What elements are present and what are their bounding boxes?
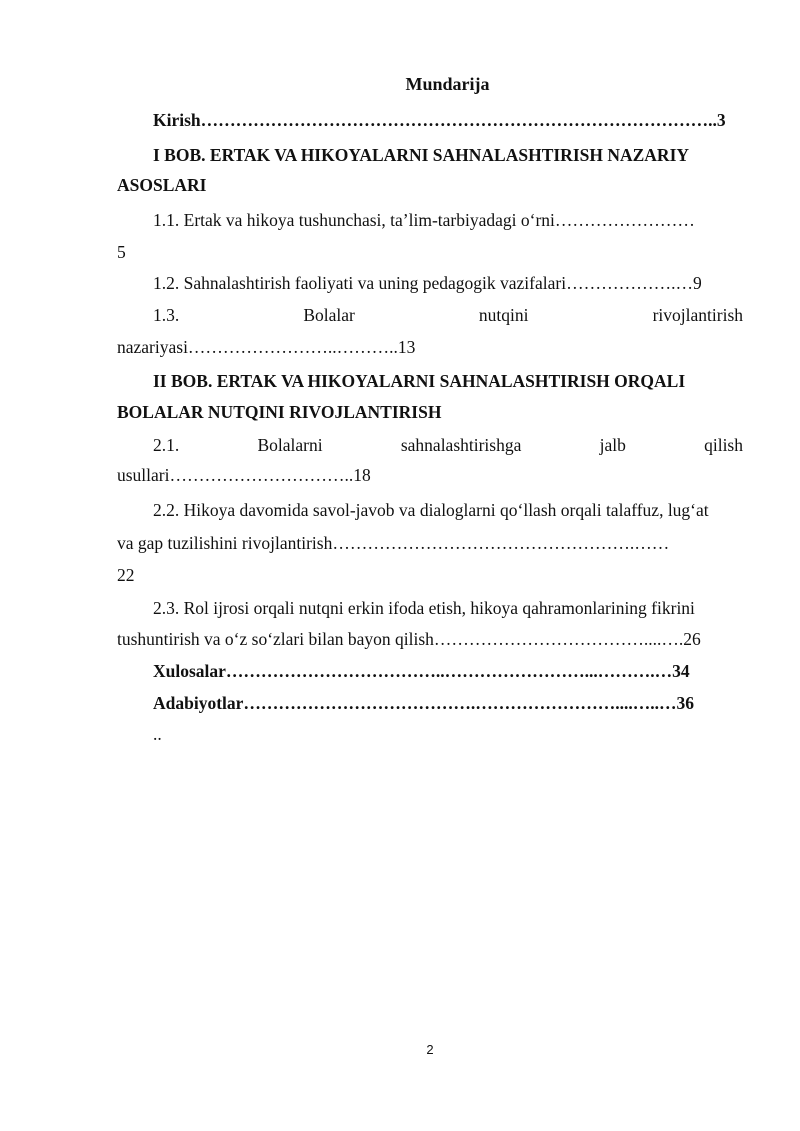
toc-entry-2-2-line-1: 2.2. Hikoya davomida savol-javob va dialoglarni qo‘llash orqali talaffuz, lug‘at — [153, 500, 709, 520]
toc-word: qilish — [704, 435, 743, 455]
toc-entry-kirish: Kirish……………………………………………………………………………..3 — [153, 110, 726, 130]
toc-entry-1-3-line-1 — [117, 303, 743, 327]
toc-word: 1.3. — [153, 305, 180, 325]
toc-word: 2.1. — [153, 435, 180, 455]
toc-entry-2-2-page: 22 — [117, 565, 135, 585]
toc-word: nutqini — [478, 305, 529, 325]
toc-entry-1-1-page: 5 — [117, 242, 126, 262]
toc-entry-2-3-line-1: 2.3. Rol ijrosi orqali nutqni erkin ifoda etish, hikoya qahramonlarining fikrini — [153, 598, 695, 618]
page-number: 2 — [426, 1042, 434, 1057]
toc-entry-xulosalar: Xulosalar………………………………..……………………...……….…34 — [153, 661, 690, 681]
chapter-2-title-line-2: BOLALAR NUTQINI RIVOJLANTIRISH — [117, 402, 442, 422]
toc-entry-2-3-line-2: tushuntirish va o‘z so‘zlari bilan bayon qilish………………………………....….26 — [117, 629, 701, 649]
chapter-1-title-line-2: ASOSLARI — [117, 175, 207, 195]
toc-entry-2-1-line-1 — [117, 433, 743, 457]
toc-entry-2-1-line-2: usullari…………………………..18 — [117, 465, 371, 485]
chapter-2-title-line-1: II BOB. ERTAK VA HIKOYALARNI SAHNALASHTIRISH ORQALI — [153, 371, 686, 391]
toc-word: sahnalashtirishga — [400, 435, 522, 455]
toc-entry-2-2-line-2: va gap tuzilishini rivojlantirish…………………………………………….…… — [117, 533, 670, 553]
toc-title: Mundarija — [405, 74, 490, 94]
toc-word: rivojlantirish — [652, 305, 743, 325]
toc-entry-1-3-line-2: nazariyasi……………………..………..13 — [117, 337, 416, 357]
toc-entry-adabiyotlar: Adabiyotlar………………………………….……………………....…..…36 — [153, 693, 695, 713]
toc-entry-1-1-line-1: 1.1. Ertak va hikoya tushunchasi, ta’lim-tarbiyadagi o‘rni…………………… — [153, 210, 695, 230]
toc-word: jalb — [599, 435, 626, 455]
trailing-dots: .. — [153, 724, 162, 744]
toc-entry-1-2: 1.2. Sahnalashtirish faoliyati va uning pedagogik vazifalari……………….…9 — [153, 273, 702, 293]
toc-word: Bolalar — [303, 305, 355, 325]
toc-word: Bolalarni — [257, 435, 323, 455]
chapter-1-title-line-1: I BOB. ERTAK VA HIKOYALARNI SAHNALASHTIRISH NAZARIY — [153, 145, 690, 165]
